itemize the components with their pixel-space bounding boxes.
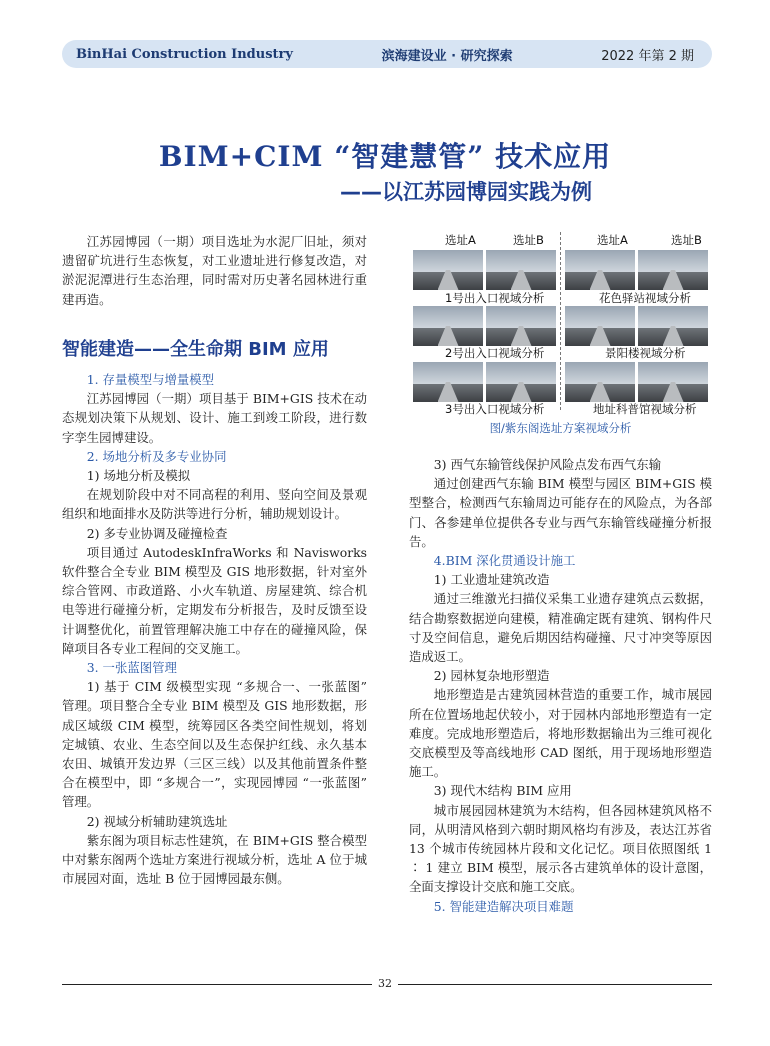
- subsection-1-body: 江苏园博园（一期）项目基于 BIM+GIS 技术在动态规划决策下从规划、设计、施工到竣工阶段，进行数字孪生园博建设。: [62, 391, 367, 445]
- left-column-main: [62, 338, 367, 888]
- view-image: [638, 306, 708, 346]
- view-image: [486, 250, 556, 290]
- section-heading: 智能建造——全生命期 BIM 应用: [62, 339, 329, 360]
- figure-label-a2: 选址A: [597, 233, 628, 247]
- view-image: [565, 306, 635, 346]
- view-image: [638, 250, 708, 290]
- figure-caption-1: 1号出入口视域分析: [441, 291, 548, 305]
- point-3-title: 3) 西气东输管线保护风险点发布西气东输: [433, 457, 662, 472]
- figure-label-b2: 选址B: [671, 233, 702, 247]
- journal-name-cn: 滨海建设业 · 研究探索: [381, 48, 513, 64]
- subsection-4-1-title: 1) 工业遗址建筑改造: [433, 572, 550, 588]
- view-image: [565, 250, 635, 290]
- figure-divider: [560, 232, 561, 410]
- subsection-3-1-body: 1) 基于 CIM 级模型实现 “多规合一、一张蓝图” 管理。项目整合全专业 BIM 模型及 GIS 地形数据，形成区域级 CIM 模型，统筹园区各类空间性规划，将划定城镇、农业、生态空间以及生态保护红线、永久基本农田、城镇开发边界（三区三线）以及其他前置条件整合在模型中，即 “多规合一”，实现园博园 “一张蓝图” 管理。: [62, 679, 367, 810]
- subsection-2-2-body: 项目通过 AutodeskInfraWorks 和 Navisworks 软件整合全专业 BIM 模型及 GIS 地形数据，针对室外综合管网、市政道路、小火车轨道、房屋建筑、综合机电等进行碰撞分析，定期发布分析报告，及时反馈至设计调整优化，前置管理解决施工中存在的碰撞风险，保障项目各专业工程间的交叉施工。: [62, 544, 367, 656]
- subsection-2-2-title: 2) 多专业协调及碰撞检查: [86, 525, 228, 541]
- running-header: [62, 40, 712, 68]
- issue-label: 2022 年第 2 期: [601, 48, 694, 64]
- intro-paragraph: 江苏园博园（一期）项目选址为水泥厂旧址，须对遗留矿坑进行生态恢复，对工业遗址进行修复改造，对淤泥泥潭进行生态治理，同时需对历史著名园林进行重建再造。: [62, 234, 367, 307]
- figure-caption-2: 花色驿站视域分析: [595, 291, 695, 305]
- subsection-4-title: 4.BIM 深化贯通设计施工: [433, 553, 576, 569]
- subsection-2-1-body: 在规划阶段中对不同高程的利用、竖向空间及景观组织和地面排水及防洪等进行分析，辅助规划设计。: [62, 487, 367, 522]
- subsection-4-2-body: 地形塑造是古建筑园林营造的重要工作，城市展园所在位置场地起伏较小，对于园林内部地形塑造有一定难度。完成地形塑造后，将地形数据输出为三维可视化交底模型及等高线地形 CAD 图纸，用于现场地形塑造施工。: [409, 687, 712, 780]
- right-column: [409, 455, 712, 916]
- subsection-4-1-body: 通过三维激光扫描仪采集工业遗存建筑点云数据，结合勘察数据逆向建模，精准确定既有建筑、钢构件尺寸及空间信息，避免后期因结构碰撞、尺寸冲突等原因造成返工。: [409, 591, 712, 665]
- subsection-2-1-title: 1) 场地分析及模拟: [86, 468, 191, 484]
- subsection-3-title: 3. 一张蓝图管理: [86, 660, 177, 676]
- article-subtitle: ——以江苏园博园实践为例: [340, 180, 592, 204]
- view-image: [486, 362, 556, 402]
- subsection-4-3-body: 城市展园园林建筑为木结构，但各园林建筑风格不同，从明清风格到六朝时期风格均有涉及，表达江苏省 13 个城市传统园林片段和文化记忆。项目依照图纸 1 ∶ 1 建立 BIM 模型，展示各古建筑单体的设计意图，全面支撑设计交底和施工交底。: [409, 802, 712, 895]
- subsection-5-title: 5. 智能建造解决项目难题: [433, 898, 574, 914]
- figure-caption-4: 景阳楼视域分析: [601, 346, 690, 360]
- view-image: [413, 250, 483, 290]
- figure-caption-6: 地址科普馆视域分析: [589, 402, 701, 416]
- figure-label-b1: 选址B: [513, 233, 544, 247]
- subsection-2-title: 2. 场地分析及多专业协同: [86, 448, 227, 464]
- figure-title: 图/紫东阁选址方案视域分析: [489, 421, 632, 435]
- subsection-4-2-title: 2) 园林复杂地形塑造: [433, 668, 550, 684]
- journal-name-en: BinHai Construction Industry: [76, 46, 293, 62]
- view-image: [413, 362, 483, 402]
- subsection-4-3-title: 3) 现代木结构 BIM 应用: [433, 783, 572, 799]
- view-image: [486, 306, 556, 346]
- left-column-intro: [62, 232, 367, 309]
- view-image: [413, 306, 483, 346]
- view-analysis-figure: [409, 232, 712, 435]
- page-number: 32: [378, 977, 392, 990]
- point-3-body: 通过创建西气东输 BIM 模型与园区 BIM+GIS 模型整合，检测西气东输周边可能存在的风险点，为各部门、各参建单位提供各专业与西气东输管线碰撞分析报告。: [409, 476, 712, 549]
- view-image: [565, 362, 635, 402]
- subsection-1-title: 1. 存量模型与增量模型: [86, 372, 215, 387]
- subsection-3-2-body: 紫东阁为项目标志性建筑，在 BIM+GIS 整合模型中对紫东阁两个选址方案进行视域分析，选址 A 位于城市展园对面，选址 B 位于园博园最东侧。: [62, 832, 367, 887]
- figure-caption-5: 3号出入口视域分析: [441, 402, 548, 416]
- figure-caption-3: 2号出入口视域分析: [441, 346, 548, 360]
- article-title: BIM+CIM “智建慧管” 技术应用: [158, 140, 612, 173]
- view-image: [638, 362, 708, 402]
- subsection-3-2-title: 2) 视域分析辅助建筑选址: [86, 813, 228, 829]
- figure-label-a1: 选址A: [445, 233, 476, 247]
